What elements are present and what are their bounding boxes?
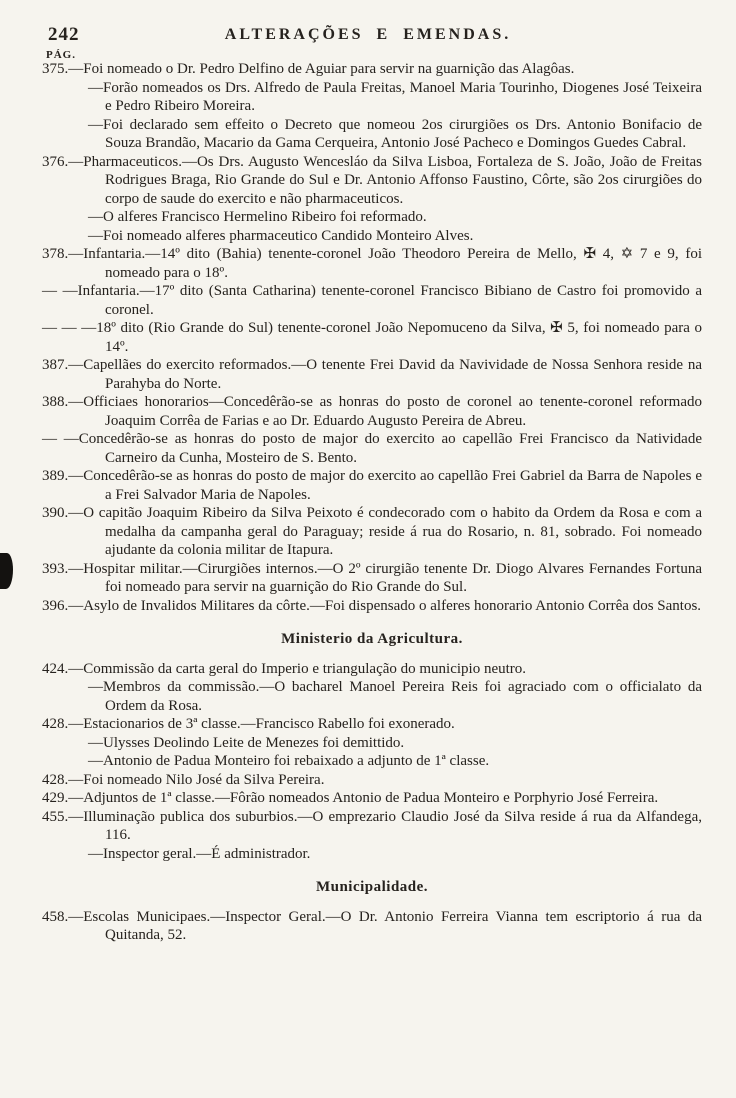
page-ref: 428. [42, 716, 69, 732]
page-ref: 378. [42, 246, 69, 262]
entry-text: —Capellães do exercito reformados.—O tenente Frei David da Navividade de Nossa Senhora reside na Parahyba do Norte. [68, 357, 702, 392]
entry-text: —Escolas Municipaes.—Inspector Geral.—O Dr. Antonio Ferreira Vianna tem escriptorio á rua da Quitanda, 52. [68, 908, 702, 943]
entry-text: —Foi declarado sem effeito o Decreto que nomeou 2os cirurgiões os Drs. Antonio Bonifacio de Souza Brandão, Macario da Gama Cerqueira, Antonio José Pacheco e Domingos Guedes Cabral. [88, 116, 702, 151]
entry-paragraph [42, 789, 702, 808]
entry-text: —Infantaria.—14º dito (Bahia) tenente-coronel João Theodoro Pereira de Mello, ✠ 4, ✡ 7 e 9, foi nomeado para o 18º. [68, 246, 702, 281]
page-ref: 424. [42, 660, 69, 677]
entry-text: —Ulysses Deolindo Leite de Menezes foi demittido. [88, 734, 405, 751]
page-title: ALTERAÇÕES E EMENDAS. [224, 26, 512, 43]
entry-paragraph [42, 752, 702, 771]
page-ref: 387. [42, 357, 69, 373]
entry-text: —Forão nomeados os Drs. Alfredo de Paula Freitas, Manoel Maria Tourinho, Diogenes José Teixeira e Pedro Ribeiro Moreira. [88, 79, 702, 114]
page-ref: 455. [42, 808, 69, 825]
entry-text: —Asylo de Invalidos Militares da côrte.—Foi dispensado o alferes honorario Antonio Corrêa dos Santos. [68, 597, 702, 614]
page-number: 242 [48, 24, 80, 45]
entry-paragraph [42, 116, 702, 153]
entry-paragraph [42, 678, 702, 715]
entry-paragraph [42, 504, 702, 560]
page-ref: — [42, 283, 63, 299]
entry-paragraph [42, 79, 702, 116]
entry-paragraph [42, 356, 702, 393]
entry-text: —O capitão Joaquim Ribeiro da Silva Peixoto é condecorado com o habito da Ordem da Rosa e com a medalha da campanha geral do Paraguay; reside á rua do Rosario, n. 81, sobrado. Foi nomeado ajudante da colonia militar de Itapura. [68, 505, 702, 558]
entry-text: —Commissão da carta geral do Imperio e triangulação do municipio neutro. [68, 660, 527, 677]
page-ref: 396. [42, 597, 69, 614]
entry-paragraph [42, 597, 702, 616]
entry-paragraph [42, 319, 702, 356]
page-ref: — [42, 431, 64, 447]
entry-text: —Inspector geral.—É administrador. [88, 845, 311, 862]
page-ref: 393. [42, 560, 69, 577]
entry-text: —Pharmaceuticos.—Os Drs. Augusto Wencesláo da Silva Lisboa, Fortaleza de S. João, João de Freitas Rodrigues Braga, Rio Grande do Sul e Dr. Antonio Affonso Faustino, Côrte, são 2os cirurgiões do corpo de saude do exercito e não pharmaceuticos. [68, 153, 702, 207]
page-ref: 375. [42, 61, 69, 77]
entry-paragraph [42, 715, 702, 734]
page-ref: 429. [42, 790, 69, 806]
entry-paragraph [42, 227, 702, 246]
entry-text: —Foi nomeado alferes pharmaceutico Candido Monteiro Alves. [88, 227, 474, 244]
page-ref: 390. [42, 505, 69, 521]
entries [42, 60, 702, 945]
entry-paragraph [42, 845, 702, 864]
entry-paragraph [42, 734, 702, 753]
entry-paragraph [42, 660, 702, 679]
page-ref: 376. [42, 153, 69, 170]
entry-paragraph [42, 908, 702, 945]
entry-text: —O alferes Francisco Hermelino Ribeiro foi reformado. [88, 209, 427, 225]
entry-paragraph [42, 771, 702, 790]
entry-paragraph [42, 60, 702, 79]
entry-text: —Antonio de Padua Monteiro foi rebaixado a adjunto de 1ª classe. [88, 753, 490, 769]
page-ref: 428. [42, 771, 69, 788]
entry-text: —Hospitar militar.—Cirurgiões internos.—O 2º cirurgião tenente Dr. Diogo Alvares Fernandes Fortuna foi nomeado para servir na guarnição do Rio Grande do Sul. [68, 560, 702, 595]
entry-paragraph [42, 560, 702, 597]
page-ref: 388. [42, 394, 69, 410]
entry-paragraph [42, 208, 702, 227]
entry-paragraph [42, 430, 702, 467]
entry-paragraph [42, 467, 702, 504]
entry-paragraph [42, 808, 702, 845]
entry-text: —Illuminação publica dos suburbios.—O emprezario Claudio José da Silva reside á rua da Alfandega, 116. [68, 808, 702, 843]
entry-text: —18º dito (Rio Grande do Sul) tenente-coronel João Nepomuceno da Silva, ✠ 5, foi nomeado para o 14º. [81, 320, 702, 355]
entry-text: —Concedêrão-se as honras do posto de major do exercito ao capellão Frei Gabriel da Barra de Napoles e a Frei Salvador Maria de Napoles. [68, 468, 702, 503]
ink-smudge-artifact [0, 553, 13, 589]
section-heading: Municipalidade. [315, 879, 429, 895]
entry-paragraph [42, 282, 702, 319]
page-ref: — — [42, 320, 82, 336]
page-ref: 458. [42, 908, 69, 925]
entry-text: —Infantaria.—17º dito (Santa Catharina) tenente-coronel Francisco Bibiano de Castro foi promovido a coronel. [62, 283, 703, 318]
entry-text: —Concedêrão-se as honras do posto de major do exercito ao capellão Frei Francisco da Natividade Carneiro da Cunha, Mosteiro de S. Bento. [63, 431, 702, 466]
pag-column-label: PÁG. [46, 49, 76, 61]
page-ref: 389. [42, 468, 69, 484]
entry-text: —Estacionarios de 3ª classe.—Francisco Rabello foi exonerado. [68, 716, 455, 732]
entry-paragraph [42, 245, 702, 282]
entry-text: —Adjuntos de 1ª classe.—Fôrão nomeados Antonio de Padua Monteiro e Porphyrio José Ferreira. [68, 790, 659, 806]
entry-text: —Officiaes honorarios—Concedêrão-se as honras do posto de coronel ao tenente-coronel reformado Joaquim Corrêa de Farias e ao Dr. Eduardo Augusto Pereira de Abreu. [68, 394, 702, 429]
section-heading: Ministerio da Agricultura. [281, 631, 463, 647]
entry-text: —Membros da commissão.—O bacharel Manoel Pereira Reis foi agraciado com o officialato da Ordem da Rosa. [88, 679, 702, 714]
entry-text: —Foi nomeado o Dr. Pedro Delfino de Aguiar para servir na guarnição das Alagôas. [68, 61, 575, 77]
entry-paragraph [42, 393, 702, 430]
entry-text: —Foi nomeado Nilo José da Silva Pereira. [68, 771, 325, 788]
entry-paragraph [42, 153, 702, 209]
